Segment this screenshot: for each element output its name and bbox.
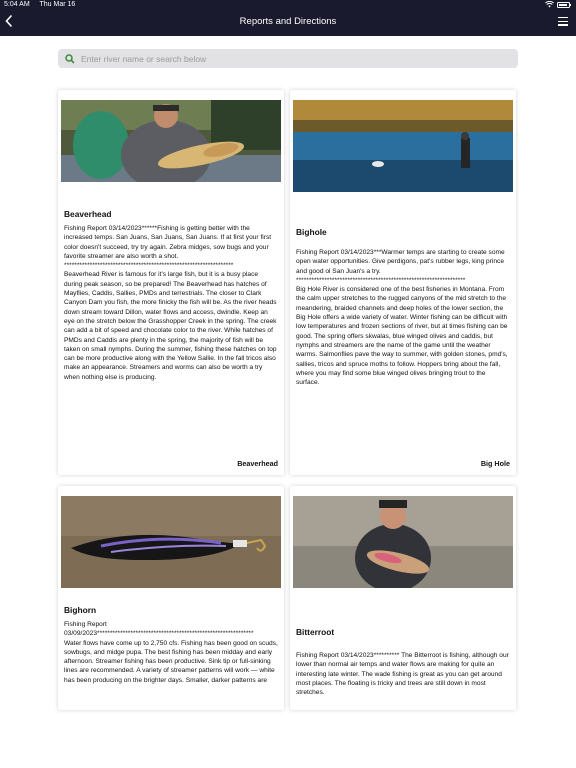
river-footer-label: Beaverhead [237, 459, 278, 468]
river-photo [293, 100, 513, 192]
river-photo [61, 100, 281, 182]
river-card-bighorn[interactable] [58, 486, 284, 710]
search-icon [65, 54, 75, 64]
fishing-report-text: Fishing Report 03/14/2023******Fishing is getting better with the increased temps. San Juans, San Juans, San Juans. If at first your first color doesn't succeed, try try again. Zebra midges, sow bugs and your favorite streamer are also worth a shot. [64, 225, 273, 260]
river-description: Beaverhead River is famous for it's large fish, but it is a busy place during peak season, so be prepared! The Beaverhead has hatches of Mayflies, Caddis, Sallies, PMDs and terrestrials. The closer to Clark Canyon Dam you fish, the more finicky the fish will be. As the river heads down stream toward Dillon, water flows and access, dwindle. Keep an eye on the stretch below the Grasshopper Creek in the spring. The creek can add a bit of speed and chocolate color to the river. While hatches of PMDs and Caddis are plenty in the spring, the majority of fish will be taken on small nymphs. During the summer, fishing these hatches on top can be more productive along with the Yellow Sallie. In the fall tricos also make an appearance. Streamers and worms can also be worth a try when nothing else is producing. [64, 271, 279, 381]
river-report [296, 651, 510, 697]
river-report [64, 620, 278, 685]
search-input[interactable] [81, 54, 501, 64]
status-bar-right [545, 1, 570, 8]
fishing-report-text: Fishing Report 03/14/2023***Warmer temps are starting to create some open water opportunities. Give perdigons, pat's rubber legs, king prince and good ol San Juan's a try. [296, 249, 507, 275]
wifi-icon [545, 1, 554, 8]
menu-button[interactable] [558, 17, 568, 26]
hamburger-menu-icon [558, 17, 568, 26]
river-card-beaverhead[interactable] [58, 90, 284, 475]
battery-icon [557, 2, 570, 8]
river-report [296, 248, 510, 387]
river-footer-label: Big Hole [480, 459, 510, 468]
river-name: Beaverhead [64, 209, 112, 219]
page-title: Reports and Directions [239, 16, 337, 27]
report-date: 03/09/2023************************************************************* [64, 630, 254, 638]
river-description: Big Hole River is considered one of the best fisheries in Montana. From the calm upper stretches to the rugged canyons of the mid stretch to the meandering, braided channels and deep holes of the lower section, the Big Hole offers a wide variety of water. Winter fishing can be difficult with low temperatures and frozen sections of river, but at times fishing can be good. The spring offers skwalas, blue winged olives and caddis, but nymphs and streamers are the name of the game until the weather warms. Salmonflies pave the way to summer, with golden stones, pmd's, sallies, tricos and spruce moths to follow. Hoppers bring about the fall, where you may find some blue winged olives bringing trout to the surface. [296, 286, 510, 387]
report-separator: ****************************************************************** [296, 276, 466, 284]
river-name: Bighole [296, 227, 327, 237]
river-card-bighole[interactable] [290, 90, 516, 475]
report-separator: ****************************************************************** [64, 262, 234, 270]
river-report [64, 224, 278, 382]
river-photo [61, 496, 281, 588]
river-name: Bitterroot [296, 627, 335, 637]
top-navigation-bar [0, 0, 576, 36]
river-card-bitterroot[interactable] [290, 486, 516, 710]
fishing-report-text: Fishing Report [64, 621, 107, 628]
river-name: Bighorn [64, 605, 97, 615]
river-photo [293, 496, 513, 588]
fishing-report-text: Fishing Report 03/14/2023********** The Bitterroot is fishing, although our lower than normal air temps and water flows are making for quite an interesting late winter. The wade fishing is great as you can get around most places. The floating is tricky and trees are still down in most stretches. [296, 652, 511, 697]
search-bar[interactable] [58, 49, 518, 68]
status-time: 5:04 AM [4, 1, 30, 8]
status-bar-left [4, 1, 83, 8]
status-date: Thu Mar 16 [39, 1, 76, 8]
river-description: Water flows have come up to 2,750 cfs. Fishing has been good on scuds, sowbugs, and midge pupa. The best fishing has been midday and early afternoon. Streamer fishing has been productive. Sink tip or full-sinking lines are recommended. A variety of streamer patterns will work — white has been producing on the brighter days. Smaller, darker patterns are [64, 639, 280, 684]
